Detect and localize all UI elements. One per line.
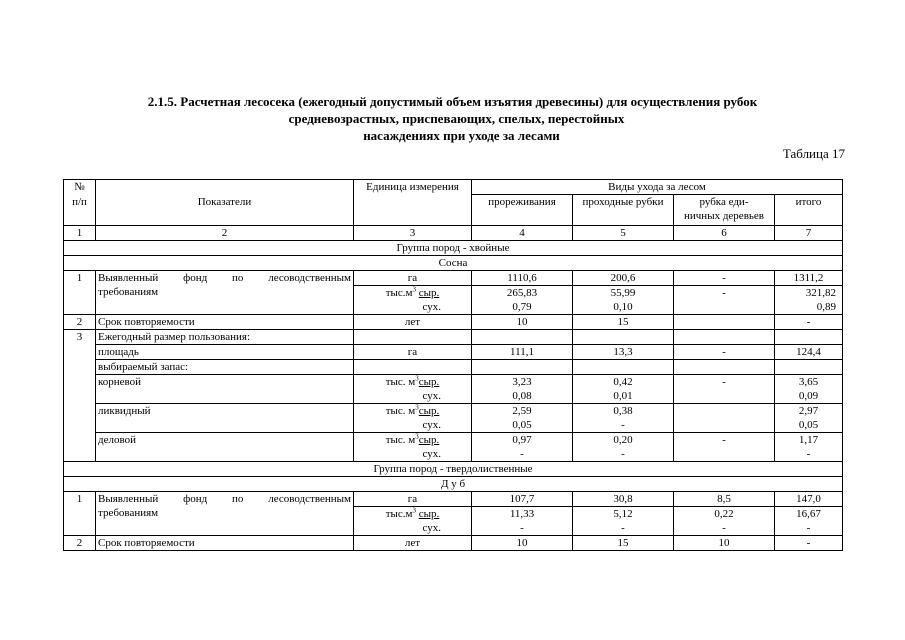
row-name: Ежегодный размер пользования: — [96, 329, 354, 344]
header-col-5: проходные рубки — [573, 195, 674, 226]
value-cell: 1110,6 — [472, 270, 573, 285]
value-cell: - — [573, 521, 674, 536]
row-number-empty — [64, 432, 96, 447]
value-cell — [674, 418, 775, 433]
table-row — [64, 389, 843, 404]
value-cell — [573, 359, 674, 374]
unit-raw: сыр. — [418, 433, 440, 446]
unit-cell: га — [354, 491, 472, 506]
row-name: корневой — [96, 374, 354, 389]
document-title — [0, 93, 905, 144]
value-cell: 1311,2 — [775, 270, 843, 285]
value-cell: 0,05 — [775, 418, 843, 433]
row-name-line2: требованиям — [96, 506, 354, 535]
value-cell: - — [674, 432, 775, 447]
value-cell: 10 — [674, 535, 775, 550]
row-number-empty — [64, 374, 96, 389]
title-line-1: 2.1.5. Расчетная лесосека (ежегодный допустимый объем изъятия древесины) для осуществления рубок — [147, 94, 758, 109]
value-cell: 8,5 — [674, 491, 775, 506]
row-number: 1 — [64, 270, 96, 285]
name-word: Выявленный — [98, 271, 159, 284]
value-cell: - — [674, 285, 775, 300]
row-name: ликвидный — [96, 403, 354, 418]
col-number: 3 — [354, 225, 472, 240]
value-cell: 0,05 — [472, 418, 573, 433]
name-word: Выявленный — [98, 492, 159, 505]
row-name: Срок повторяемости — [96, 314, 354, 329]
value-cell: 147,0 — [775, 491, 843, 506]
header-col-7: итого — [775, 195, 843, 226]
group-title: Группа пород - твердолиственные — [64, 461, 843, 476]
unit-cell — [354, 329, 472, 344]
col-number: 6 — [674, 225, 775, 240]
header-col-6 — [674, 195, 775, 226]
value-cell: - — [674, 270, 775, 285]
value-cell — [674, 403, 775, 418]
table-row — [64, 447, 843, 462]
col-number: 4 — [472, 225, 573, 240]
row-name — [96, 270, 354, 285]
unit-sup: 3 — [412, 285, 416, 293]
value-cell: 15 — [573, 535, 674, 550]
unit-sup: 3 — [415, 432, 419, 440]
unit-cell: сух. — [354, 447, 472, 462]
unit-text: тыс.м — [385, 286, 413, 299]
unit-cell: сух. — [354, 300, 472, 315]
value-cell: - — [674, 344, 775, 359]
value-cell — [674, 389, 775, 404]
unit-cell — [354, 506, 472, 521]
table-row — [64, 270, 843, 285]
value-cell — [573, 329, 674, 344]
unit-cell — [354, 374, 472, 389]
table-number: Таблица 17 — [782, 146, 845, 161]
row-name — [96, 491, 354, 506]
table-row — [64, 359, 843, 374]
value-cell: - — [775, 535, 843, 550]
value-cell — [775, 329, 843, 344]
unit-cell: лет — [354, 314, 472, 329]
table-row — [64, 314, 843, 329]
value-cell: 30,8 — [573, 491, 674, 506]
name-word: лесоводственным — [268, 492, 351, 505]
header-row-2 — [64, 195, 843, 226]
group-row — [64, 240, 843, 255]
unit-raw: сыр. — [418, 404, 440, 417]
row-name: Срок повторяемости — [96, 535, 354, 550]
table-row — [64, 403, 843, 418]
col-number: 7 — [775, 225, 843, 240]
value-cell: - — [775, 314, 843, 329]
value-cell: 3,23 — [472, 374, 573, 389]
unit-cell: сух. — [354, 418, 472, 433]
species-title: Д у б — [64, 476, 843, 491]
row-name-empty — [96, 389, 354, 404]
value-cell — [674, 447, 775, 462]
value-cell: 5,12 — [573, 506, 674, 521]
header-no: № — [64, 180, 96, 195]
value-cell: - — [775, 447, 843, 462]
allowable-cut-table — [63, 179, 843, 551]
value-cell: - — [472, 447, 573, 462]
value-cell: 265,83 — [472, 285, 573, 300]
header-pp: п/п — [64, 195, 96, 226]
value-cell: - — [775, 521, 843, 536]
header-care-types: Виды ухода за лесом — [472, 180, 843, 195]
value-cell — [674, 314, 775, 329]
value-cell: 10 — [472, 535, 573, 550]
species-title: Сосна — [64, 255, 843, 270]
table-row — [64, 535, 843, 550]
value-cell: 0,97 — [472, 432, 573, 447]
header-col-6-line2: ничных деревьев — [684, 210, 764, 222]
value-cell: 0,10 — [573, 300, 674, 315]
row-number-empty — [64, 285, 96, 314]
row-name-empty — [96, 447, 354, 462]
value-cell: 55,99 — [573, 285, 674, 300]
table-row — [64, 418, 843, 433]
row-number: 2 — [64, 535, 96, 550]
table-row — [64, 285, 843, 300]
row-name: площадь — [96, 344, 354, 359]
value-cell: 1,17 — [775, 432, 843, 447]
row-name: деловой — [96, 432, 354, 447]
unit-cell: сух. — [354, 389, 472, 404]
col-number: 5 — [573, 225, 674, 240]
header-indicators-top — [96, 180, 354, 195]
value-cell: 16,67 — [775, 506, 843, 521]
table-row — [64, 432, 843, 447]
header-row-1 — [64, 180, 843, 195]
value-cell: 0,42 — [573, 374, 674, 389]
row-number: 1 — [64, 491, 96, 506]
value-cell: 0,01 — [573, 389, 674, 404]
row-name-line2: требованиям — [96, 285, 354, 314]
row-number-empty — [64, 447, 96, 462]
header-numbers-row — [64, 225, 843, 240]
name-word: фонд — [183, 492, 208, 505]
row-number-empty — [64, 403, 96, 418]
value-cell: - — [573, 447, 674, 462]
value-cell: 2,97 — [775, 403, 843, 418]
unit-sup: 3 — [415, 374, 419, 382]
value-cell: 0,22 — [674, 506, 775, 521]
value-cell — [472, 329, 573, 344]
species-row — [64, 255, 843, 270]
unit-text: тыс. м — [385, 404, 416, 417]
group-row — [64, 461, 843, 476]
value-cell: 124,4 — [775, 344, 843, 359]
header-unit-bottom — [354, 195, 472, 226]
unit-cell — [354, 432, 472, 447]
col-number: 2 — [96, 225, 354, 240]
species-row — [64, 476, 843, 491]
row-number-empty — [64, 359, 96, 374]
value-cell — [472, 359, 573, 374]
value-cell: 321,82 — [775, 285, 843, 300]
value-cell — [775, 359, 843, 374]
row-number-empty — [64, 418, 96, 433]
unit-cell — [354, 285, 472, 300]
unit-text: тыс. м — [385, 433, 416, 446]
value-cell — [674, 359, 775, 374]
row-name-line1 — [98, 271, 351, 285]
value-cell — [674, 329, 775, 344]
value-cell: 200,6 — [573, 270, 674, 285]
value-cell: 10 — [472, 314, 573, 329]
unit-cell: лет — [354, 535, 472, 550]
title-line-3: насаждениях при уходе за лесами — [363, 128, 560, 143]
value-cell: - — [472, 521, 573, 536]
value-cell: - — [674, 374, 775, 389]
header-col-4: прореживания — [472, 195, 573, 226]
value-cell: 0,38 — [573, 403, 674, 418]
name-word: по — [232, 271, 244, 284]
row-number-empty — [64, 344, 96, 359]
value-cell: 107,7 — [472, 491, 573, 506]
value-cell: 15 — [573, 314, 674, 329]
unit-cell — [354, 403, 472, 418]
value-cell: 0,08 — [472, 389, 573, 404]
table-row — [64, 374, 843, 389]
header-col-6-line1: рубка еди- — [699, 196, 749, 208]
unit-sup: 3 — [412, 506, 416, 514]
value-cell: 13,3 — [573, 344, 674, 359]
title-line-2: средневозрастных, приспевающих, спелых, перестойных — [288, 111, 625, 126]
value-cell: 111,1 — [472, 344, 573, 359]
unit-text: тыс.м — [385, 507, 413, 520]
value-cell: 0,79 — [472, 300, 573, 315]
table-row — [64, 491, 843, 506]
value-cell: 2,59 — [472, 403, 573, 418]
value-cell: 0,09 — [775, 389, 843, 404]
col-number: 1 — [64, 225, 96, 240]
value-cell — [674, 300, 775, 315]
unit-cell: га — [354, 270, 472, 285]
group-title: Группа пород - хвойные — [64, 240, 843, 255]
value-cell: 3,65 — [775, 374, 843, 389]
row-number: 3 — [64, 329, 96, 344]
row-number: 2 — [64, 314, 96, 329]
name-word: лесоводственным — [268, 271, 351, 284]
unit-cell — [354, 359, 472, 374]
unit-cell: га — [354, 344, 472, 359]
row-name: выбираемый запас: — [96, 359, 354, 374]
value-cell: 11,33 — [472, 506, 573, 521]
table-row — [64, 506, 843, 521]
table-row — [64, 329, 843, 344]
unit-cell: сух. — [354, 521, 472, 536]
value-cell: - — [573, 418, 674, 433]
name-word: по — [232, 492, 244, 505]
row-number-empty — [64, 506, 96, 535]
unit-raw: сыр. — [418, 286, 440, 299]
unit-raw: сыр. — [418, 507, 440, 520]
unit-sup: 3 — [415, 403, 419, 411]
value-cell: - — [674, 521, 775, 536]
value-cell: 0,20 — [573, 432, 674, 447]
row-name-line1 — [98, 492, 351, 506]
value-cell: 0,89 — [775, 300, 843, 315]
header-indicators: Показатели — [96, 195, 354, 226]
table-row — [64, 344, 843, 359]
unit-raw: сыр. — [418, 375, 440, 388]
row-name-empty — [96, 418, 354, 433]
row-number-empty — [64, 389, 96, 404]
unit-text: тыс. м — [385, 375, 416, 388]
header-unit: Единица измерения — [354, 180, 472, 195]
name-word: фонд — [183, 271, 208, 284]
